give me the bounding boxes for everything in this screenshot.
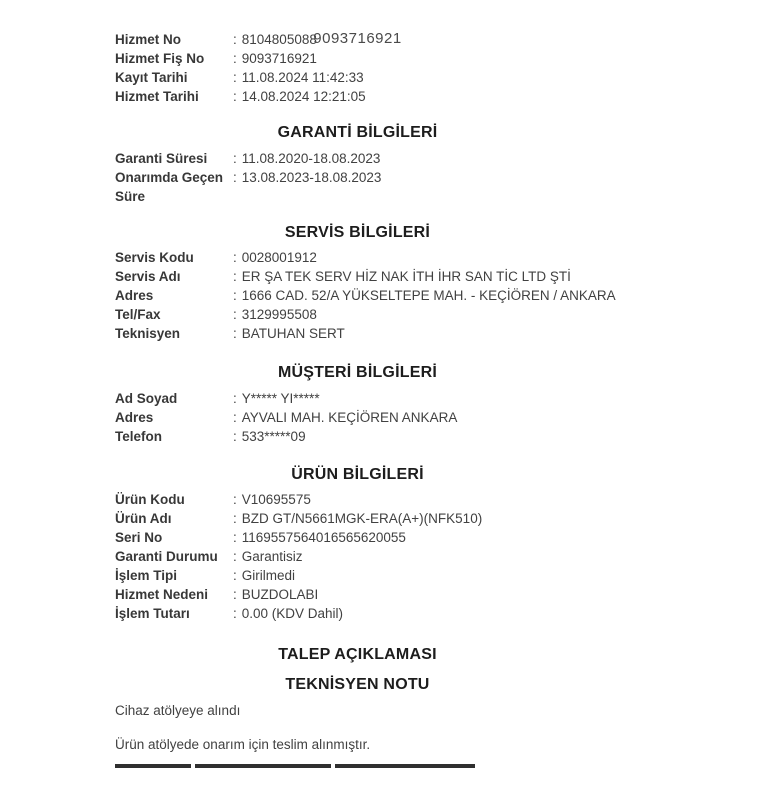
field-label: Teknisyen: [115, 326, 181, 341]
colon: :: [233, 89, 237, 104]
section-garanti-rows: [100, 149, 615, 206]
field-label: Ürün Kodu: [115, 492, 185, 507]
colon: :: [233, 32, 237, 47]
clipped-text-bottom-edge: [115, 764, 475, 768]
field-value-text: 11.08.2020-18.08.2023: [241, 151, 381, 166]
section-title-talep-aciklamasi: TALEP AÇIKLAMASI: [278, 646, 437, 663]
field-row-garanti-suresi: [115, 149, 615, 168]
colon: :: [233, 250, 237, 265]
field-value: [233, 509, 482, 528]
field-label: İşlem Tipi: [115, 568, 178, 583]
colon: :: [233, 170, 237, 185]
field-label: Servis Kodu: [115, 250, 194, 265]
section-servis-rows: [100, 248, 615, 343]
field-value-text: 3129995508: [241, 307, 317, 322]
field-row-seri-no: [115, 528, 615, 547]
field-label: Servis Adı: [115, 269, 181, 284]
field-label: Telefon: [115, 429, 162, 444]
field-value: [233, 87, 366, 106]
colon: :: [233, 326, 237, 341]
field-row-servis-kodu: [115, 248, 615, 267]
field-label: Adres: [115, 288, 154, 303]
field-value: [233, 566, 295, 585]
field-row-urun-adi: [115, 509, 615, 528]
field-value-text: AYVALI MAH. KEÇİÖREN ANKARA: [241, 410, 458, 425]
field-row-telefon: [115, 427, 615, 446]
colon: :: [233, 587, 237, 602]
colon: :: [233, 606, 237, 621]
field-row-hizmet-fis-no: [115, 49, 615, 68]
field-value-text: 1169557564016565620055: [241, 530, 406, 545]
field-label: Hizmet Fiş No: [115, 51, 205, 66]
section-title-garanti: GARANTİ BİLGİLERİ: [277, 124, 438, 141]
field-value: [233, 547, 303, 566]
field-row-servis-adres: [115, 286, 615, 305]
colon: :: [233, 307, 237, 322]
field-value: [233, 585, 318, 604]
field-row-tel-fax: [115, 305, 615, 324]
field-row-kayit-tarihi: [115, 68, 615, 87]
colon: :: [233, 410, 237, 425]
field-value-text: 0.00 (KDV Dahil): [241, 606, 344, 621]
section-title-servis: SERVİS BİLGİLERİ: [284, 224, 431, 241]
field-value: [233, 286, 616, 305]
field-label: İşlem Tutarı: [115, 606, 190, 621]
field-value-text: BUZDOLABI: [241, 587, 319, 602]
field-label: Seri No: [115, 530, 163, 545]
field-row-islem-tipi: [115, 566, 615, 585]
field-value-text: Y***** YI*****: [241, 391, 320, 406]
field-value: [233, 168, 381, 206]
field-value: [233, 248, 317, 267]
field-label: Garanti Durumu: [115, 549, 218, 564]
field-value: [233, 305, 317, 324]
colon: :: [233, 288, 237, 303]
field-value-text: 8104805088: [241, 32, 317, 47]
field-value-text: 14.08.2024 12:21:05: [241, 89, 366, 104]
field-value-text: 9093716921: [241, 51, 317, 66]
field-row-garanti-durumu: [115, 547, 615, 566]
field-label: Onarımda Geçen Süre: [115, 170, 224, 204]
colon: :: [233, 70, 237, 85]
colon: :: [233, 269, 237, 284]
field-value-text: V10695575: [241, 492, 311, 507]
field-row-servis-adi: [115, 267, 615, 286]
field-value: [233, 490, 311, 509]
colon: :: [233, 549, 237, 564]
field-row-hizmet-tarihi: [115, 87, 615, 106]
field-value: [233, 68, 364, 87]
colon: :: [233, 429, 237, 444]
technician-note-1: Cihaz atölyeye alındı: [115, 703, 241, 718]
section-title-urun: ÜRÜN BİLGİLERİ: [291, 466, 424, 483]
section-title-musteri: MÜŞTERİ BİLGİLERİ: [278, 364, 437, 381]
field-value-text: Garantisiz: [241, 549, 303, 564]
field-label: Hizmet Tarihi: [115, 89, 199, 104]
field-label: Hizmet Nedeni: [115, 587, 209, 602]
colon: :: [233, 51, 237, 66]
colon: :: [233, 151, 237, 166]
field-row-urun-kodu: [115, 490, 615, 509]
field-value-text: 0028001912: [241, 250, 317, 265]
section-title-teknisyen-notu: TEKNİSYEN NOTU: [285, 676, 430, 693]
field-value: [233, 408, 457, 427]
field-row-musteri-adres: [115, 408, 615, 427]
field-label: Ürün Adı: [115, 511, 172, 526]
field-value-text: BATUHAN SERT: [241, 326, 345, 341]
field-value: [233, 389, 320, 408]
field-value-text: ER ŞA TEK SERV HİZ NAK İTH İHR SAN TİC LTD ŞTİ: [241, 269, 571, 284]
colon: :: [233, 511, 237, 526]
field-label: Hizmet No: [115, 32, 182, 47]
field-value-text: 533*****09: [241, 429, 306, 444]
field-label: Kayıt Tarihi: [115, 70, 188, 85]
field-value-text: 1666 CAD. 52/A YÜKSELTEPE MAH. - KEÇİÖREN / ANKARA: [241, 288, 616, 303]
colon: :: [233, 391, 237, 406]
field-value: [233, 427, 306, 446]
field-row-ad-soyad: [115, 389, 615, 408]
field-label: Ad Soyad: [115, 391, 178, 406]
field-label: Adres: [115, 410, 154, 425]
field-row-onarimda-gecen-sure: [115, 168, 615, 206]
section-musteri-rows: [100, 389, 615, 446]
field-row-teknisyen: [115, 324, 615, 343]
technician-note-2: Ürün atölyede onarım için teslim alınmıştır.: [115, 737, 371, 752]
colon: :: [233, 568, 237, 583]
clipped-fis-no: 9093716921: [313, 30, 402, 47]
field-label: Tel/Fax: [115, 307, 161, 322]
field-value: [233, 604, 343, 623]
field-row-islem-tutari: [115, 604, 615, 623]
field-value-text: Girilmedi: [241, 568, 296, 583]
field-value-text: 13.08.2023-18.08.2023: [241, 170, 382, 185]
field-value: [233, 267, 571, 286]
field-value: [233, 528, 406, 547]
field-value: [233, 324, 345, 343]
service-record-document: [100, 30, 615, 798]
field-row-hizmet-nedeni: [115, 585, 615, 604]
colon: :: [233, 492, 237, 507]
colon: :: [233, 530, 237, 545]
field-label: Garanti Süresi: [115, 151, 208, 166]
field-value: [233, 149, 380, 168]
field-value: [233, 49, 317, 68]
field-value-text: BZD GT/N5661MGK-ERA(A+)(NFK510): [241, 511, 483, 526]
section-urun-rows: [100, 490, 615, 623]
field-value-text: 11.08.2024 11:42:33: [241, 70, 364, 85]
